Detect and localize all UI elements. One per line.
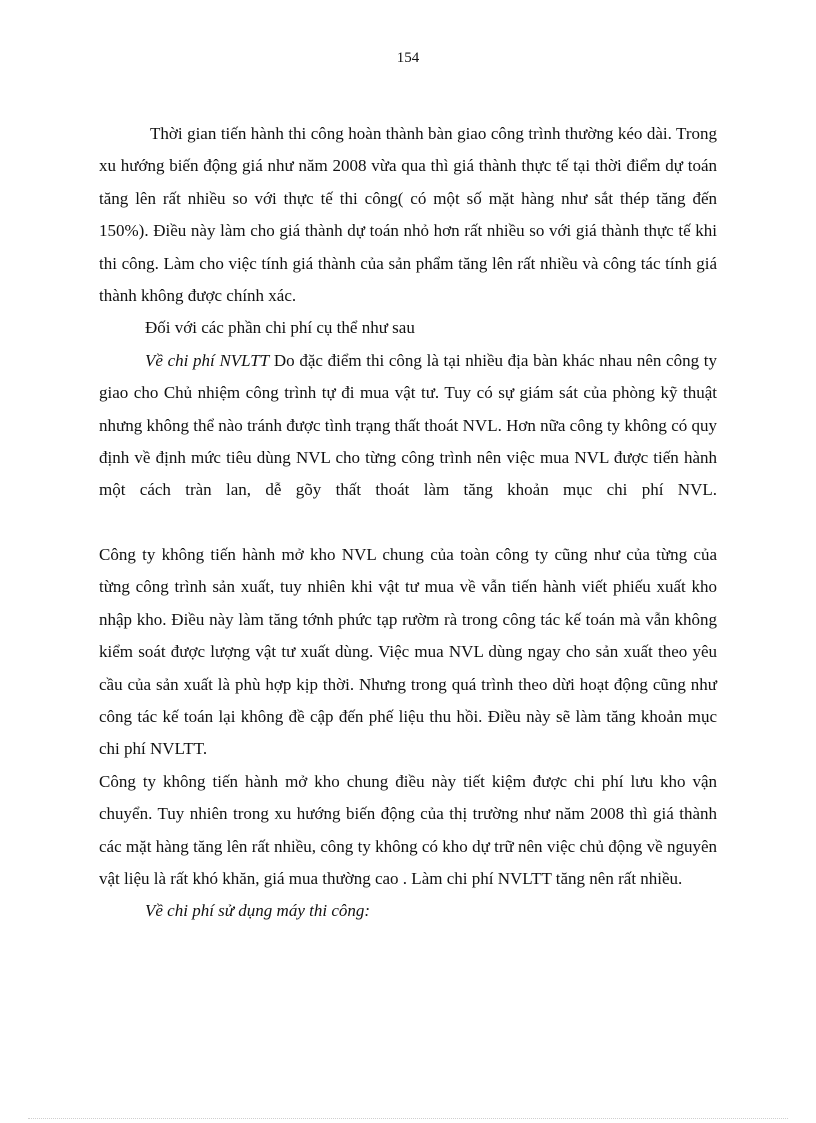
material-cost-text: Do đặc điểm thi công là tại nhiều địa bàn khác nhau nên công ty giao cho Chủ nhiệm công trình tự đi mua vật tư. Tuy có sự giám sát của phòng kỹ thuật nhưng không thể nào tránh được tình trạng thất thoát NVL. Hơn nữa công ty không có quy định về định mức tiêu dùng NVL cho từng công trình nên việc mua NVL được tiến hành một cách tràn lan, dễ gõy thất thoát làm tăng khoản mục chi phí NVL. <box>99 350 717 500</box>
paragraph-price-fluctuation: Thời gian tiến hành thi công hoàn thành bàn giao công trình thường kéo dài. Trong xu hướng biến động giá như năm 2008 vừa qua thì giá thành thực tế tại thời điểm dự toán tăng lên rất nhiều so với thực tế thi công( có một số mặt hàng như sắt thép tăng đến 150%). Điều này làm cho giá thành dự toán nhỏ hơn rất nhiều so với giá thành thực tế khi thi công. Làm cho việc tính giá thành của sản phẩm tăng lên rất nhiều và công tác tính giá thành không được chính xác. <box>99 124 717 306</box>
paragraph-material-cost <box>99 345 717 507</box>
paragraph-storage-savings: Công ty không tiến hành mở kho chung điều này tiết kiệm được chi phí lưu kho vận chuyển. Tuy nhiên trong xu hướng biến động của thị trường như năm 2008 thì giá thành các mặt hàng tăng lên rất nhiều, công ty không có kho dự trữ nên việc chủ động về nguyên vật liệu là rất khó khăn, giá mua thường cao . Làm chi phí NVLTT tăng nên rất nhiều. <box>99 771 717 888</box>
page-bottom-border <box>28 1118 788 1119</box>
paragraph-cost-intro: Đối với các phần chi phí cụ thể như sau <box>145 318 415 338</box>
paragraph-machine-cost-heading: Về chi phí sử dụng máy thi công: <box>145 901 371 921</box>
material-cost-heading: Về chi phí NVLTT <box>145 350 270 370</box>
document-body <box>99 118 717 928</box>
paragraph-warehouse: Công ty không tiến hành mở kho NVL chung của toàn công ty cũng như của từng của từng công trình sản xuất, tuy nhiên khi vật tư mua về vẫn tiến hành viết phiếu xuất kho nhập kho. Điều này làm tăng tớnh phức tạp rườm rà trong công tác kế toán mà vẫn không kiểm soát được lượng vật tư xuất dùng. Việc mua NVL dùng ngay cho sản xuất theo yêu cầu của sản xuất là phù hợp kịp thời. Nhưng trong quá trình theo dừi hoạt động cũng như công tác kế toán lại không đề cập đến phế liệu thu hồi. Điều này sẽ làm tăng khoản mục chi phí NVLTT. <box>99 544 717 759</box>
page-number: 154 <box>396 50 420 66</box>
